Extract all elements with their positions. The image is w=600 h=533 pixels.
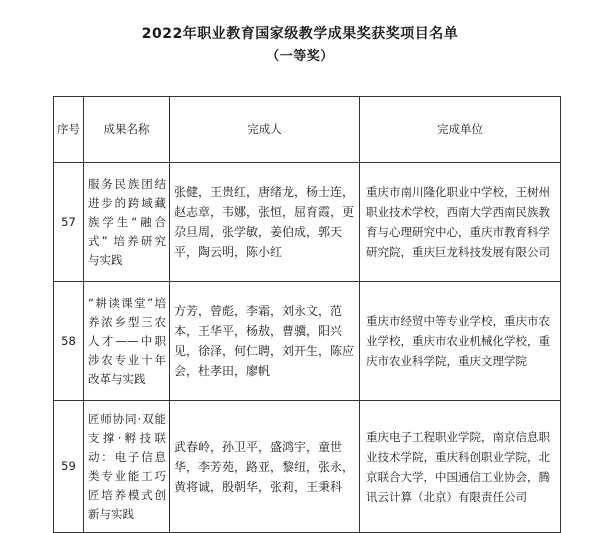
page-subtitle: （一等奖） bbox=[266, 49, 334, 64]
page-title: 2022年职业教育国家级教学成果奖获奖项目名单 bbox=[141, 26, 459, 42]
contributors: 武春岭，孙卫平，盛鸿宇，童世华，李芳苑，路亚，黎纽，张永，黄将诚，殷朝华，张莉，王秉科 bbox=[170, 401, 360, 533]
row-number: 59 bbox=[54, 401, 84, 533]
column-header-no: 序号 bbox=[54, 97, 84, 163]
column-header-people: 完成人 bbox=[170, 97, 360, 163]
institutions: 重庆市南川隆化职业中学校，王树州职业技术学校，西南大学西南民族教育与心理研究中心，重庆市教育科学研究院，重庆巨龙科技发展有限公司 bbox=[360, 163, 561, 282]
row-number: 58 bbox=[54, 282, 84, 401]
column-header-name: 成果名称 bbox=[84, 97, 170, 163]
award-table bbox=[53, 96, 561, 533]
achievement-name: 匠师协同·双能支撑·孵技联动：电子信息类专业能工巧匠培养模式创新与实践 bbox=[84, 401, 170, 533]
institutions: 重庆市经贸中等专业学校，重庆市农业学校，重庆市农业机械化学校，重庆市农业科学院，重庆文理学院 bbox=[360, 282, 561, 401]
institutions: 重庆电子工程职业学院，南京信息职业技术学院，重庆科创职业学院，北京联合大学，中国通信工业协会，腾讯云计算（北京）有限责任公司 bbox=[360, 401, 561, 533]
contributors: 方芳，曾彪，李霜，刘永文，范本，王华平，杨敖，曹骥，阳兴见，徐泽，何仁聘，刘开生，陈应会，杜孝田，廖帆 bbox=[170, 282, 360, 401]
table-row bbox=[54, 282, 561, 401]
achievement-name: 服务民族团结进步的跨域藏族学生“融合式” 培养研究与实践 bbox=[84, 163, 170, 282]
contributors: 张健，王贵红，唐绪龙，杨士连，赵志章，韦娜，张恒，屈育霞，更尕旦周，张学敏，姜伯成，郭天平，陶云明，陈小红 bbox=[170, 163, 360, 282]
table-row bbox=[54, 163, 561, 282]
table-row bbox=[54, 401, 561, 533]
column-header-units: 完成单位 bbox=[360, 97, 561, 163]
table-header-row bbox=[54, 97, 561, 163]
row-number: 57 bbox=[54, 163, 84, 282]
achievement-name: “耕读课堂”培养浓乡型三农人才——中职涉农专业十年改革与实践 bbox=[84, 282, 170, 401]
